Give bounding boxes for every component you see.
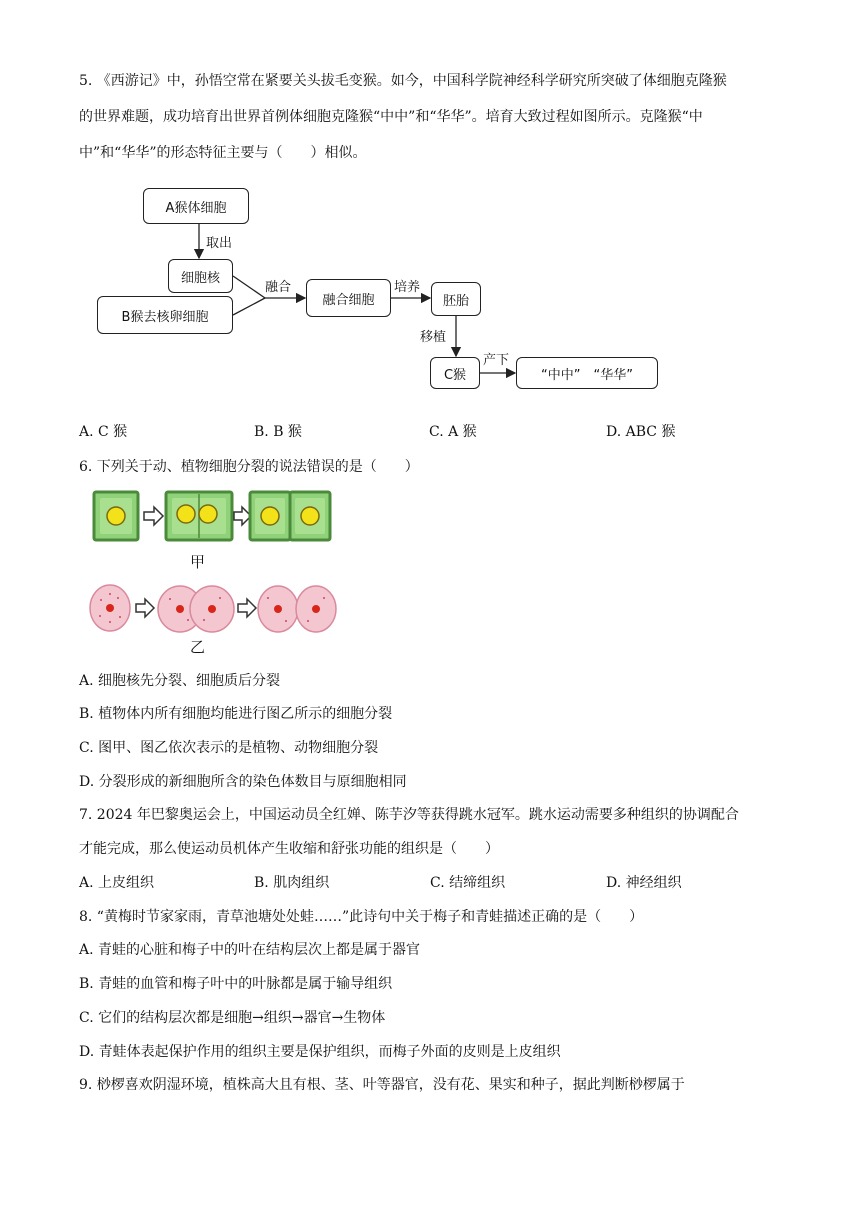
animal-cell-division-figure <box>88 584 340 636</box>
figure-label-yi: 乙 <box>190 638 206 656</box>
label-give-birth: 产下 <box>483 353 510 368</box>
animal-cell-1 <box>90 585 130 631</box>
q5-line-2: 的世界难题，成功培育出世界首例体细胞克隆猴“中中”和“华华”。培育大致过程如图所示。克隆猴“中 <box>79 109 703 125</box>
q6-option-c: C. 图甲、图乙依次表示的是植物、动物细胞分裂 <box>79 740 379 756</box>
q8-option-c: C. 它们的结构层次都是细胞→组织→器官→生物体 <box>79 1010 386 1026</box>
box-fused-cell: 融合细胞 <box>306 279 391 317</box>
q7-line-1: 7. 2024 年巴黎奥运会上，中国运动员全红婵、陈芋汐等获得跳水冠军。跳水运动需要多种组织的协调配合 <box>79 807 739 823</box>
q6-stem: 6. 下列关于动、植物细胞分裂的说法错误的是（ ） <box>79 459 419 475</box>
q7-option-a: A. 上皮组织 <box>79 875 155 891</box>
q5-option-b: B. B 猴 <box>254 424 302 440</box>
q5-line-3: 中”和“华华”的形态特征主要与（ ）相似。 <box>79 145 367 161</box>
arrow-icon <box>234 507 251 525</box>
q8-option-d: D. 青蛙体表起保护作用的组织主要是保护组织，而梅子外面的皮则是上皮组织 <box>79 1044 561 1060</box>
plant-cell-1 <box>94 492 138 540</box>
q5-line-1: 5. 《西游记》中，孙悟空常在紧要关头拔毛变猴。如今，中国科学院神经科学研究所突破了体细胞克隆猴 <box>79 73 727 89</box>
label-take-out: 取出 <box>206 236 233 251</box>
arrow-icon <box>144 507 163 525</box>
q5-option-a: A. C 猴 <box>79 424 128 440</box>
figure-label-jia: 甲 <box>190 553 206 571</box>
q7-line-2: 才能完成，那么使运动员机体产生收缩和舒张功能的组织是（ ） <box>79 841 499 857</box>
q8-stem: 8. “黄梅时节家家雨，青草池塘处处蛙……”此诗句中关于梅子和青蛙描述正确的是（ ） <box>79 909 644 925</box>
box-c-monkey: C猴 <box>430 357 480 389</box>
plant-cell-dividing <box>166 492 232 540</box>
box-nucleus: 细胞核 <box>168 259 233 293</box>
box-cloned-twins: “中中” “华华” <box>516 357 658 389</box>
label-transplant: 移植 <box>420 330 447 345</box>
q6-option-a: A. 细胞核先分裂、细胞质后分裂 <box>79 673 281 689</box>
label-culture: 培养 <box>394 280 421 295</box>
box-a-somatic-cell: A猴体细胞 <box>143 188 249 224</box>
q8-option-b: B. 青蛙的血管和梅子叶中的叶脉都是属于输导组织 <box>79 976 393 992</box>
q8-option-a: A. 青蛙的心脏和梅子中的叶在结构层次上都是属于器官 <box>79 942 421 958</box>
box-b-enucleated-egg: B猴去核卵细胞 <box>97 296 233 334</box>
q5-option-d: D. ABC 猴 <box>606 424 676 440</box>
q6-option-b: B. 植物体内所有细胞均能进行图乙所示的细胞分裂 <box>79 706 393 722</box>
q9-stem: 9. 桫椤喜欢阴湿环境，植株高大且有根、茎、叶等器官，没有花、果实和种子，据此判断桫椤属于 <box>79 1077 685 1093</box>
plant-cell-division-figure <box>90 488 340 550</box>
q6-option-d: D. 分裂形成的新细胞所含的染色体数目与原细胞相同 <box>79 774 407 790</box>
label-fuse: 融合 <box>265 280 292 295</box>
arrow-icon <box>136 599 154 617</box>
q7-option-d: D. 神经组织 <box>606 875 682 891</box>
arrow-icon <box>238 599 256 617</box>
diagram-connectors <box>0 0 860 420</box>
q5-option-c: C. A 猴 <box>429 424 477 440</box>
q7-option-b: B. 肌肉组织 <box>254 875 330 891</box>
q7-option-c: C. 结缔组织 <box>430 875 506 891</box>
animal-cell-dividing <box>158 586 234 632</box>
box-embryo: 胚胎 <box>431 282 481 316</box>
animal-daughter-cells <box>258 586 336 632</box>
plant-daughter-cells <box>250 492 330 540</box>
